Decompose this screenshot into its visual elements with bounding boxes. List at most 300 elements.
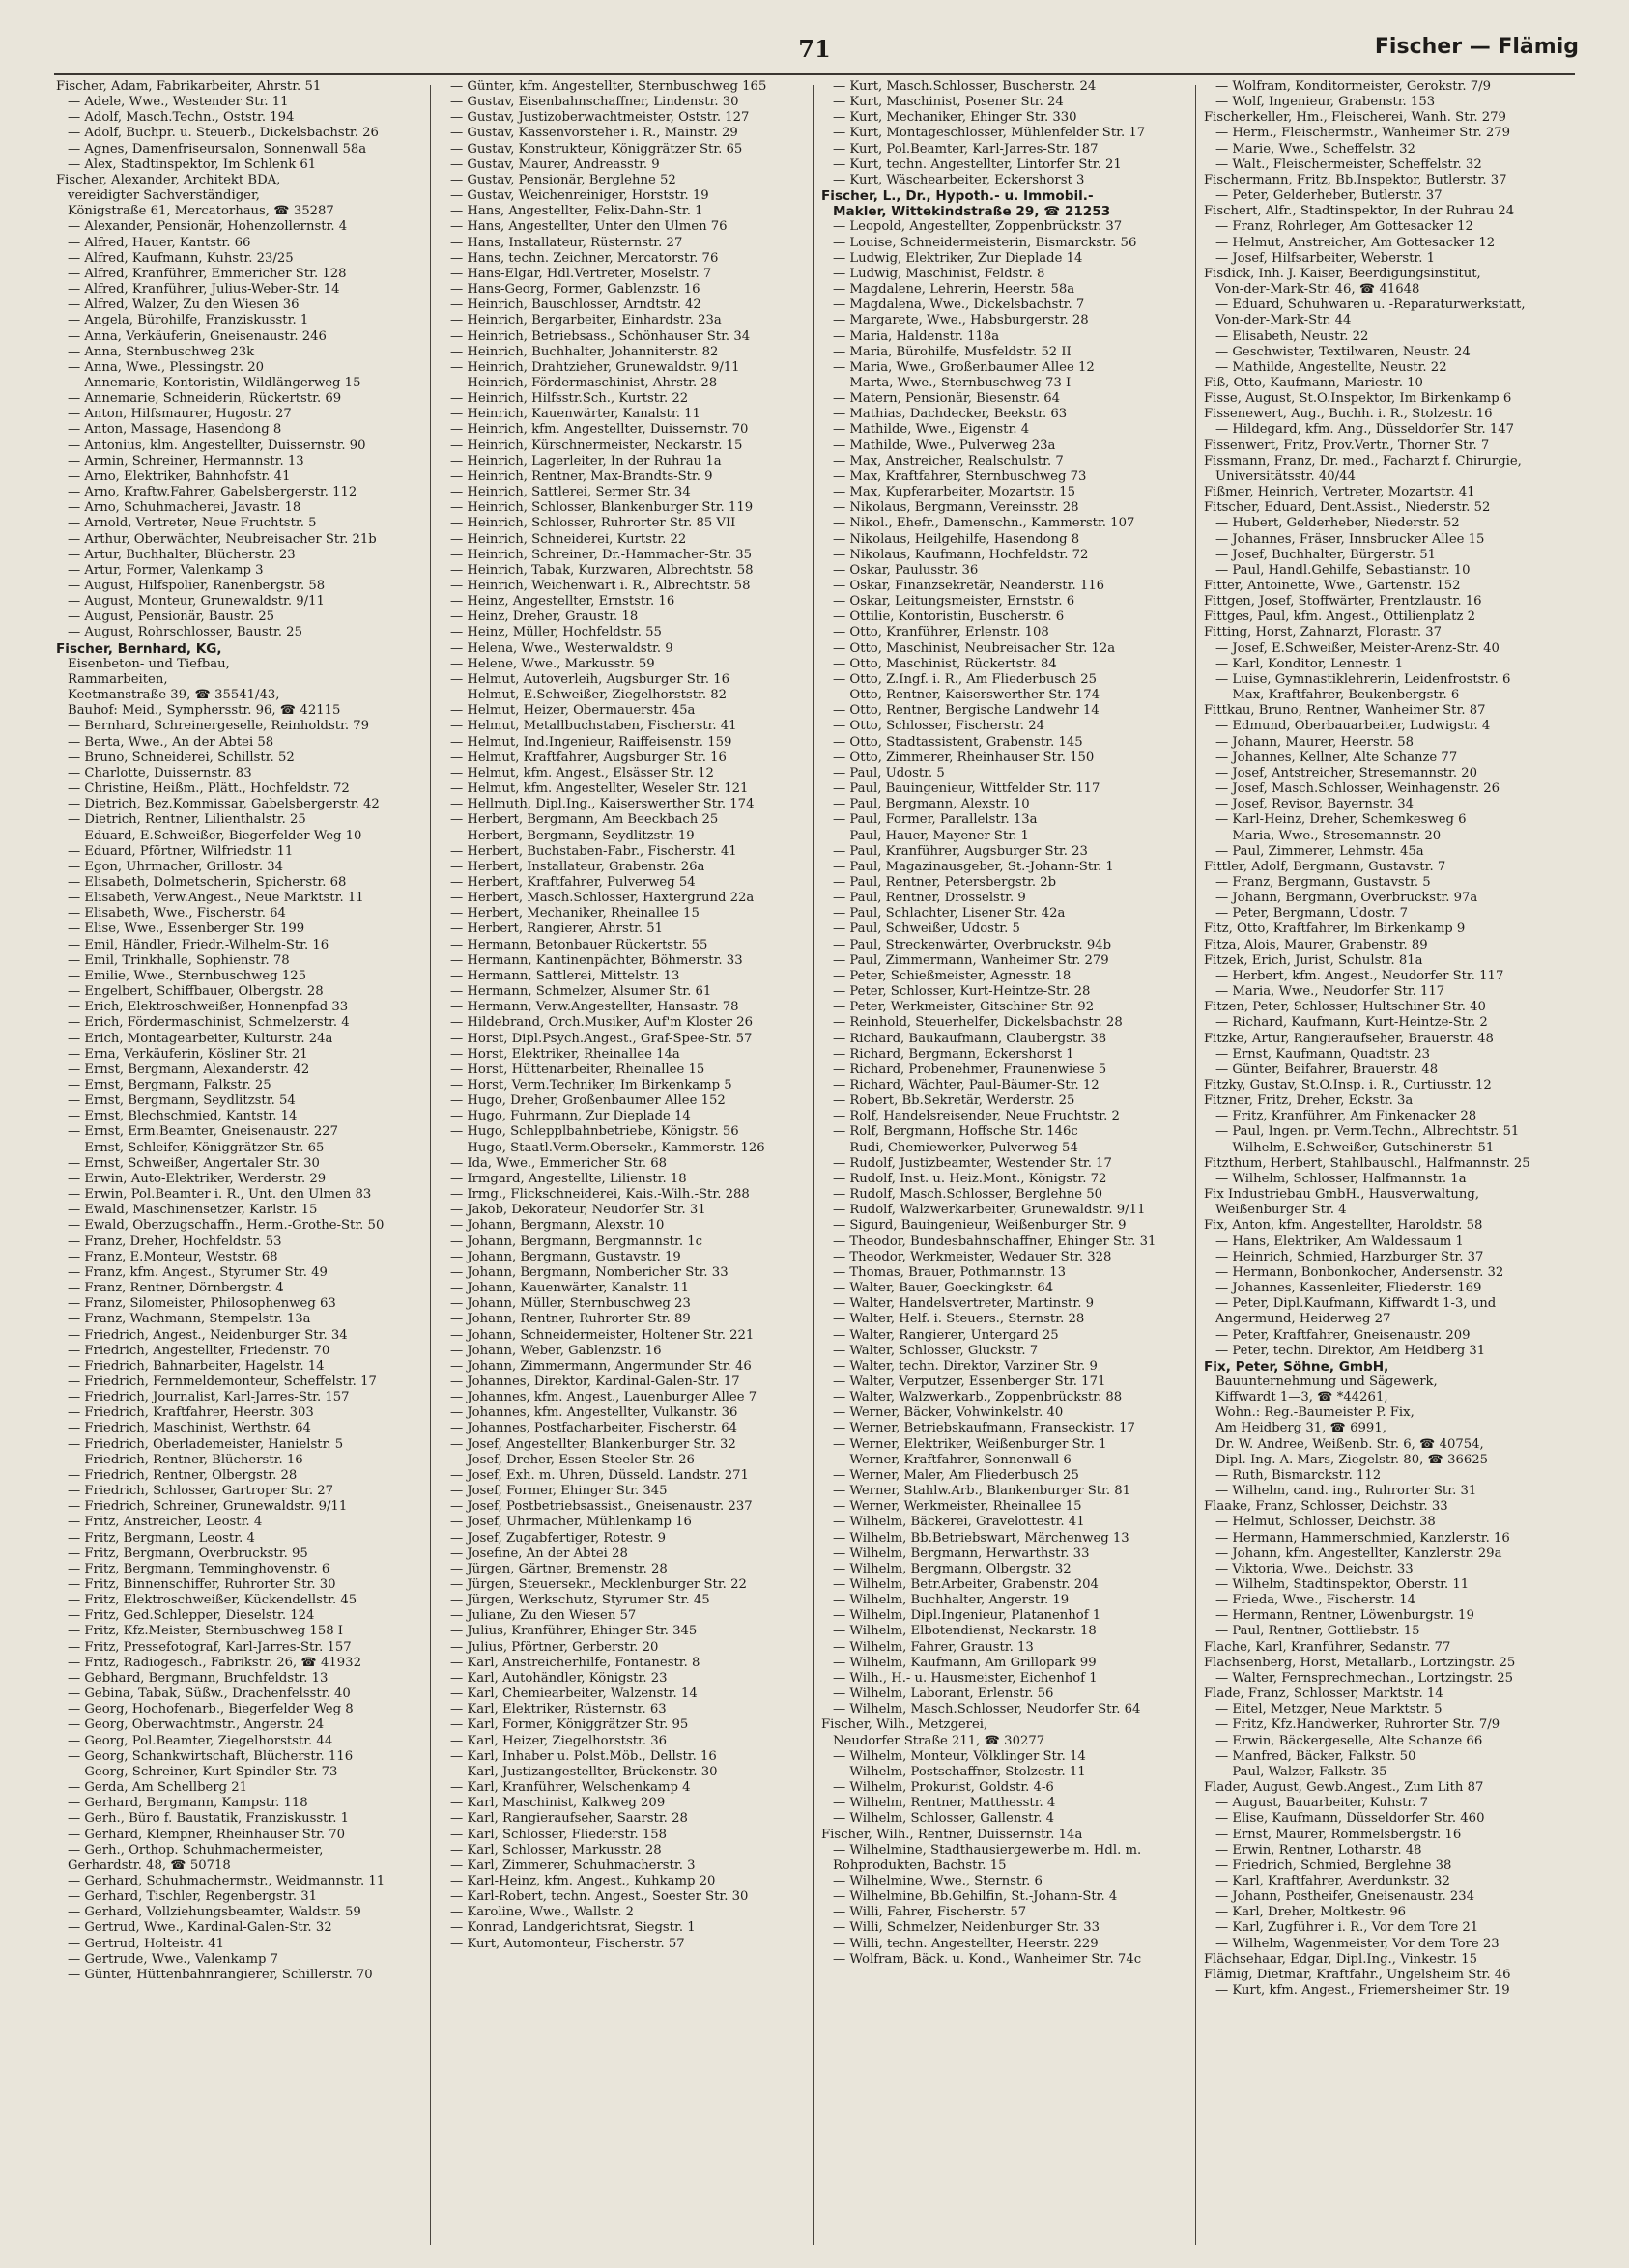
directory-entry: Fischert, Alfr., Stadtinspektor, In der Ruhrau 24 [1204,204,1515,219]
directory-entry: — Richard, Probenehmer, Fraunenwiese 5 [833,1062,1107,1077]
directory-entry: Fix Industriebau GmbH., Hausverwaltung, [1204,1187,1480,1203]
page-number: 71 [798,35,831,63]
directory-entry: — Gebhard, Bergmann, Bruchfeldstr. 13 [68,1670,329,1686]
entry-continuation: Eisenbeton- und Tiefbau, [68,656,230,671]
directory-entry: — Hermann, Sattlerei, Mittelstr. 13 [450,968,680,983]
directory-entry: — Ernst, Bergmann, Falkstr. 25 [68,1078,272,1092]
directory-entry: — Johann, Bergmann, Bergmannstr. 1c [450,1233,702,1249]
directory-entry: — Johannes, Fräser, Innsbrucker Allee 15 [1215,531,1485,547]
directory-entry: Fischer, Alexander, Architekt BDA, [56,172,281,187]
directory-entry: — Johann, Bergmann, Gustavstr. 19 [450,1249,681,1264]
directory-entry: — Elisabeth, Neustr. 22 [1215,328,1369,344]
directory-entry: — Alfred, Kaufmann, Kuhstr. 23/25 [68,250,294,266]
directory-entry: — Paul, Magazinausgeber, St.-Johann-Str. 1 [833,859,1114,874]
directory-entry: — Walt., Fleischermeister, Scheffelstr. 32 [1215,156,1482,172]
directory-entry: — Richard, Kaufmann, Kurt-Heintze-Str. 2 [1215,1015,1488,1031]
directory-entry: — Johann, Bergmann, Nombericher Str. 33 [450,1264,729,1280]
directory-entry: — Paul, Rentner, Gottliebstr. 15 [1215,1624,1420,1639]
directory-entry: — Wilhelm, Bergmann, Ölbergstr. 32 [833,1561,1072,1576]
entry-continuation: Dipl.-Ing. A. Mars, Ziegelstr. 80, ☎ 36625 [1215,1452,1489,1467]
directory-entry: — Peter, Bergmann, Udostr. 7 [1215,906,1408,921]
directory-entry: — Friedrich, Bahnarbeiter, Hagelstr. 14 [68,1358,325,1374]
directory-entry: — Horst, Verm.Techniker, Im Birkenkamp 5 [450,1078,732,1092]
directory-entry: — Heinz, Dreher, Graustr. 18 [450,610,639,625]
directory-entry: — Willi, Schmelzer, Neidenburger Str. 33 [833,1920,1100,1936]
directory-entry: — Karoline, Wwe., Wallstr. 2 [450,1905,635,1920]
directory-entry: — Franz, Rentner, Dörnbergstr. 4 [68,1281,284,1296]
directory-entry: Flämig, Dietmar, Kraftfahr., Ungelsheim Str. 46 [1204,1967,1511,1982]
directory-entry: — Fritz, Kfz.Handwerker, Ruhrorter Str. 7/9 [1215,1717,1500,1733]
directory-entry: — Fritz, Pressefotograf, Karl-Jarres-Str. 157 [68,1639,352,1655]
directory-entry: — Johann, Rentner, Ruhrorter Str. 89 [450,1312,691,1327]
directory-entry: Fitzen, Peter, Schlosser, Hultschiner Str. 40 [1204,1000,1486,1015]
directory-entry: — Arthur, Oberwächter, Neubreisacher Str. 21b [68,531,377,547]
directory-entry: — Margarete, Wwe., Habsburgerstr. 28 [833,313,1089,328]
directory-entry: — Heinrich, Fördermaschinist, Ahrstr. 28 [450,375,718,390]
directory-entry: — Paul, Hauer, Mayener Str. 1 [833,828,1029,843]
entry-continuation: Rammarbeiten, [68,671,168,687]
column-1 [56,79,414,2253]
directory-entry: — Walter, Helf. i. Steuers., Sternstr. 28 [833,1312,1085,1327]
directory-entry: — Heinrich, Kürschnermeister, Neckarstr. 15 [450,438,743,453]
directory-entry: — Johannes, Kellner, Alte Schanze 77 [1215,750,1458,765]
directory-entry: Flade, Franz, Schlosser, Marktstr. 14 [1204,1687,1443,1702]
directory-entry: — Heinrich, Bergarbeiter, Einhardstr. 23a [450,313,722,328]
directory-entry: — August, Monteur, Grunewaldstr. 9/11 [68,594,325,610]
header-rule [54,73,1575,75]
directory-entry: — Ernst, Maurer, Rommelsbergstr. 16 [1215,1827,1462,1842]
directory-entry: — Josef, Postbetriebsassist., Gneisenaustr. 237 [450,1499,753,1515]
directory-entry: — Josef, Antstreicher, Stresemannstr. 20 [1215,765,1478,780]
directory-entry: — Oskar, Finanzsekretär, Neanderstr. 116 [833,579,1105,593]
directory-entry: — Fritz, Anstreicher, Leostr. 4 [68,1515,263,1530]
column-3 [821,79,1179,2253]
directory-entry: — Magdalena, Wwe., Dickelsbachstr. 7 [833,298,1085,313]
directory-entry: — Jakob, Dekorateur, Neudorfer Str. 31 [450,1203,706,1218]
directory-entry: — Helena, Wwe., Westerwaldstr. 9 [450,640,673,656]
directory-entry: — Helmut, Metallbuchstaben, Fischerstr. 41 [450,719,737,734]
directory-entry: — Wilhelm, Dipl.Ingenieur, Platanenhof 1 [833,1608,1101,1624]
directory-entry: — Herm., Fleischermstr., Wanheimer Str. 279 [1215,126,1511,141]
directory-entry: — Heinrich, Drahtzieher, Grunewaldstr. 9/11 [450,359,740,375]
directory-entry: — Herbert, Mechaniker, Rheinallee 15 [450,906,700,921]
directory-entry: — Otto, Maschinist, Rückertstr. 84 [833,656,1057,671]
directory-entry: — Wilhelmine, Wwe., Sternstr. 6 [833,1873,1043,1888]
directory-entry: — Bernhard, Schreinergeselle, Reinholdstr. 79 [68,719,370,734]
directory-entry: — Peter, Kraftfahrer, Gneisenaustr. 209 [1215,1327,1471,1343]
directory-entry: — Peter, Schlosser, Kurt-Heintze-Str. 28 [833,984,1091,1000]
directory-entry: — Fritz, Kfz.Meister, Sternbuschweg 158 I [68,1624,344,1639]
directory-entry: — Horst, Hüttenarbeiter, Rheinallee 15 [450,1062,705,1077]
directory-entry: — Christine, Heißm., Plätt., Hochfeldstr. 72 [68,781,350,797]
directory-entry: — Hermann, Schmelzer, Alsumer Str. 61 [450,984,712,1000]
directory-entry: — Kurt, Masch.Schlosser, Buscherstr. 24 [833,79,1097,94]
directory-entry: — Hermann, Rentner, Löwenburgstr. 19 [1215,1608,1474,1624]
directory-entry: — Friedrich, Kraftfahrer, Heerstr. 303 [68,1405,314,1421]
directory-entry: — Josef, Angestellter, Blankenburger Str. 32 [450,1436,736,1452]
directory-entry: Fischer, Wilh., Metzgerei, [821,1717,988,1733]
directory-entry: — Heinrich, Bauschlosser, Arndtstr. 42 [450,298,701,313]
directory-entry: — Werner, Stahlw.Arb., Blankenburger Str. 81 [833,1484,1131,1499]
directory-entry: — Karl, Rangieraufseher, Saarstr. 28 [450,1811,688,1827]
directory-entry: — Ottilie, Kontoristin, Buscherstr. 6 [833,610,1065,625]
directory-entry: — Gerhard, Klempner, Rheinhauser Str. 70 [68,1827,346,1842]
directory-entry: — Ernst, Schleifer, Königgrätzer Str. 65 [68,1140,325,1155]
directory-entry: — Jürgen, Gärtner, Bremenstr. 28 [450,1561,668,1576]
directory-entry: — Wilhelm, Buchhalter, Angerstr. 19 [833,1593,1070,1608]
directory-entry: — Ida, Wwe., Emmericher Str. 68 [450,1155,667,1171]
directory-entry: — Erich, Montagearbeiter, Kulturstr. 24a [68,1031,333,1046]
directory-entry: — Walter, Bauer, Goeckingkstr. 64 [833,1281,1054,1296]
directory-entry: — Kurt, Maschinist, Posener Str. 24 [833,95,1064,110]
directory-entry: — Wilh., H.- u. Hausmeister, Eichenhof 1 [833,1670,1098,1686]
directory-entry: — Gerda, Am Schellberg 21 [68,1780,248,1796]
directory-entry: — Werner, Kraftfahrer, Sonnenwall 6 [833,1452,1072,1467]
directory-entry: — Wilhelm, Prokurist, Goldstr. 4-6 [833,1780,1054,1796]
directory-entry: — Walter, Fernsprechmechan., Lortzingstr. 25 [1215,1670,1514,1686]
directory-entry: — Emil, Händler, Friedr.-Wilhelm-Str. 16 [68,937,329,952]
directory-entry: Fitscher, Eduard, Dent.Assist., Niederstr. 52 [1204,500,1491,516]
directory-entry: — Karl-Heinz, kfm. Angest., Kuhkamp 20 [450,1873,716,1888]
directory-entry: — Paul, Ingen. pr. Verm.Techn., Albrechtstr. 51 [1215,1124,1520,1140]
directory-entry: — Eduard, Schuhwaren u. -Reparaturwerkstatt, [1215,298,1526,313]
directory-entry: — Jürgen, Werkschutz, Styrumer Str. 45 [450,1593,710,1608]
directory-entry: — Georg, Hochofenarb., Biegerfelder Weg 8 [68,1702,354,1717]
directory-entry: — Horst, Elektriker, Rheinallee 14a [450,1046,680,1062]
directory-entry: — Josef, Hilfsarbeiter, Weberstr. 1 [1215,250,1436,266]
directory-entry: — Gerhard, Vollziehungsbeamter, Waldstr. 59 [68,1905,361,1920]
directory-entry: Fittler, Adolf, Bergmann, Gustavstr. 7 [1204,859,1446,874]
directory-entry: — Max, Kraftfahrer, Beukenbergstr. 6 [1215,688,1460,703]
directory-entry: — Paul, Former, Parallelstr. 13a [833,812,1038,828]
directory-entry: Flaake, Franz, Schlosser, Deichstr. 33 [1204,1499,1448,1515]
entry-continuation: Angermund, Heiderweg 27 [1215,1312,1391,1327]
directory-entry: — Georg, Oberwachtmstr., Angerstr. 24 [68,1717,325,1733]
directory-entry: — Hubert, Gelderheber, Niederstr. 52 [1215,516,1460,531]
directory-entry: — Fritz, Binnenschiffer, Ruhrorter Str. 30 [68,1577,336,1592]
entry-continuation: Wohn.: Reg.-Baumeister P. Fix, [1215,1405,1415,1421]
directory-entry: — Emilie, Wwe., Sternbuschweg 125 [68,968,306,983]
directory-entry: — Paul, Schlachter, Lisener Str. 42a [833,906,1066,921]
directory-entry: — Hermann, Kantinenpächter, Böhmerstr. 33 [450,952,743,968]
directory-entry: — Erna, Verkäuferin, Kösliner Str. 21 [68,1046,308,1062]
directory-entry: — Werner, Elektriker, Weißenburger Str. 1 [833,1436,1107,1452]
directory-entry: — Adolf, Masch.Techn., Oststr. 194 [68,110,295,126]
directory-entry: — Luise, Gymnastiklehrerin, Leidenfroststr. 6 [1215,671,1511,687]
directory-entry: — Gustav, Pensionär, Berglehne 52 [450,172,676,187]
directory-entry: — Heinrich, Schlosser, Ruhrorter Str. 85 VII [450,516,736,531]
directory-entry: — Wolfram, Konditormeister, Gerokstr. 7/9 [1215,79,1492,94]
directory-entry: — Franz, Dreher, Hochfeldstr. 53 [68,1233,282,1249]
directory-entry: — Fritz, Kranführer, Am Finkenacker 28 [1215,1109,1477,1124]
directory-entry: — Hugo, Dreher, Großenbaumer Allee 152 [450,1093,726,1109]
directory-entry: — Gustav, Weichenreiniger, Horststr. 19 [450,188,709,204]
directory-entry: — Friedrich, Schlosser, Gartroper Str. 27 [68,1484,334,1499]
directory-entry: — Walter, Verputzer, Essenberger Str. 171 [833,1374,1106,1389]
directory-entry: — Franz, Bergmann, Gustavstr. 5 [1215,874,1431,890]
directory-entry: — Artur, Buchhalter, Blücherstr. 23 [68,547,296,562]
directory-entry: — Julius, Kranführer, Ehinger Str. 345 [450,1624,698,1639]
directory-entry: — Erwin, Auto-Elektriker, Werderstr. 29 [68,1171,327,1186]
directory-entry: — Hans-Elgar, Hdl.Vertreter, Moselstr. 7 [450,266,712,281]
directory-entry: Fitzek, Erich, Jurist, Schulstr. 81a [1204,952,1423,968]
directory-entry: — Wilhelm, Betr.Arbeiter, Grabenstr. 204 [833,1577,1099,1592]
directory-entry: — Friedrich, Maschinist, Werthstr. 64 [68,1421,311,1436]
directory-entry: — Ewald, Maschinensetzer, Karlstr. 15 [68,1203,318,1218]
directory-entry: — Peter, techn. Direktor, Am Heidberg 31 [1215,1343,1486,1358]
directory-entry: — Kurt, techn. Angestellter, Lintorfer Str. 21 [833,156,1122,172]
directory-entry: — Bruno, Schneiderei, Schillstr. 52 [68,750,295,765]
directory-entry: — Artur, Former, Valenkamp 3 [68,562,264,578]
directory-entry: Fitter, Antoinette, Wwe., Gartenstr. 152 [1204,579,1461,593]
directory-entry: — Karl, Kraftfahrer, Averdunkstr. 32 [1215,1873,1450,1888]
directory-entry: — Hermann, Betonbauer Rückertstr. 55 [450,937,708,952]
entry-continuation: Universitätsstr. 40/44 [1215,468,1356,484]
directory-entry: Flader, August, Gewb.Angest., Zum Lith 87 [1204,1780,1484,1796]
directory-entry: — Paul, Rentner, Petersbergstr. 2b [833,874,1057,890]
entry-continuation: Gerhardstr. 48, ☎ 50718 [68,1857,231,1873]
directory-entry: — Gerh., Orthop. Schuhmachermeister, [68,1842,324,1857]
directory-entry: — Arno, Kraftw.Fahrer, Gabelsbergerstr. 112 [68,485,357,500]
directory-entry: — Wilhelm, E.Schweißer, Gutschinerstr. 51 [1215,1140,1495,1155]
directory-entry: — Reinhold, Steuerhelfer, Dickelsbachstr. 28 [833,1015,1123,1031]
directory-entry: — Engelbert, Schiffbauer, Ölbergstr. 28 [68,984,324,1000]
directory-entry: — Emil, Trinkhalle, Sophienstr. 78 [68,952,290,968]
entry-continuation: vereidigter Sachverständiger, [68,188,260,204]
directory-entry: — Karl, Zimmerer, Schuhmacherstr. 3 [450,1857,696,1873]
directory-entry: — Armin, Schreiner, Hermannstr. 13 [68,453,304,468]
directory-entry: — Friedrich, Rentner, Ölbergstr. 28 [68,1467,298,1483]
directory-entry: Fix, Anton, kfm. Angestellter, Haroldstr. 58 [1204,1218,1483,1233]
directory-entry: — Georg, Pol.Beamter, Ziegelhorststr. 44 [68,1733,333,1748]
directory-entry: — Antonius, klm. Angestellter, Duissernstr. 90 [68,438,366,453]
directory-entry: — Josef, Zugabfertiger, Rotestr. 9 [450,1530,667,1545]
directory-entry: — Friedrich, Angestellter, Friedenstr. 70 [68,1343,330,1358]
directory-entry: Flächsehaar, Edgar, Dipl.Ing., Vinkestr. 15 [1204,1951,1477,1967]
directory-entry: — Arno, Schuhmacherei, Javastr. 18 [68,500,301,516]
directory-entry: — Erich, Elektroschweißer, Honnenpfad 33 [68,1000,349,1015]
directory-entry: — Wolf, Ingenieur, Grabenstr. 153 [1215,95,1436,110]
directory-entry: — Wilhelm, Kaufmann, Am Grillopark 99 [833,1655,1097,1670]
directory-entry: — Gebina, Tabak, Süßw., Drachenfelsstr. 40 [68,1687,351,1702]
directory-entry: — Karl, Autohändler, Königstr. 23 [450,1670,668,1686]
directory-entry: Fitzke, Artur, Rangieraufseher, Brauerstr. 48 [1204,1031,1494,1046]
directory-entry: — Wilhelmine, Bb.Gehilfin, St.-Johann-Str. 4 [833,1889,1118,1905]
directory-entry: — Fritz, Bergmann, Leostr. 4 [68,1530,255,1545]
directory-entry: — Anna, Verkäuferin, Gneisenaustr. 246 [68,328,327,344]
directory-entry: — Dietrich, Bez.Kommissar, Gabelsbergerstr. 42 [68,797,380,812]
directory-entry: — Rolf, Handelsreisender, Neue Fruchtstr. 2 [833,1109,1120,1124]
directory-entry: — Karl-Heinz, Dreher, Schemkesweg 6 [1215,812,1467,828]
directory-entry: — Julius, Pförtner, Gerberstr. 20 [450,1639,659,1655]
directory-entry: — Ernst, Blechschmied, Kantstr. 14 [68,1109,298,1124]
column-2 [439,79,796,2253]
directory-entry: — Werner, Werkmeister, Rheinallee 15 [833,1499,1082,1515]
directory-entry: — Johann, Postheifer, Gneisenaustr. 234 [1215,1889,1475,1905]
directory-entry: — Max, Kraftfahrer, Sternbuschweg 73 [833,468,1087,484]
directory-entry: — Hellmuth, Dipl.Ing., Kaiserswerther Str. 174 [450,797,755,812]
directory-entry: — Marie, Wwe., Scheffelstr. 32 [1215,141,1415,156]
directory-entry: — Herbert, Buchstaben-Fabr., Fischerstr. 41 [450,843,737,859]
directory-entry: — Helmut, Kraftfahrer, Augsburger Str. 16 [450,750,727,765]
directory-entry: — Heinz, Müller, Hochfeldstr. 55 [450,625,662,640]
directory-entry: Fitz, Otto, Kraftfahrer, Im Birkenkamp 9 [1204,921,1466,937]
directory-entry: — Ernst, Schweißer, Angertaler Str. 30 [68,1155,320,1171]
directory-entry: — Dietrich, Rentner, Lilienthalstr. 25 [68,812,306,828]
directory-entry: — Wilhelm, Stadtinspektor, Oberstr. 11 [1215,1577,1470,1592]
directory-entry: — Heinrich, kfm. Angestellter, Duissernstr. 70 [450,422,749,438]
directory-entry: — Otto, Schlosser, Fischerstr. 24 [833,719,1044,734]
column-4 [1204,79,1561,2253]
directory-entry: — Irmg., Flickschneiderei, Kais.-Wilh.-Str. 288 [450,1187,750,1203]
entry-continuation: Dr. W. Andree, Weißenb. Str. 6, ☎ 40754, [1215,1436,1484,1452]
directory-entry: — Wilhelm, Postschaffner, Stolzestr. 11 [833,1764,1086,1779]
directory-entry: — Josefine, An der Abtei 28 [450,1545,628,1561]
directory-entry: — Johann, Müller, Sternbuschweg 23 [450,1296,691,1312]
directory-entry: — Peter, Werkmeister, Gitschiner Str. 92 [833,1000,1095,1015]
directory-entry: — Herbert, Kraftfahrer, Pulverweg 54 [450,874,696,890]
directory-entry: — Gerhard, Bergmann, Kampstr. 118 [68,1796,308,1811]
directory-entry: — Johann, Kauenwärter, Kanalstr. 11 [450,1281,690,1296]
directory-entry: — Agnes, Damenfriseursalon, Sonnenwall 58a [68,141,367,156]
directory-entry: — Erwin, Pol.Beamter i. R., Unt. den Ulmen 83 [68,1187,372,1203]
directory-entry: — Rolf, Bergmann, Hoffsche Str. 146c [833,1124,1078,1140]
directory-entry: — Hans-Georg, Former, Gablenzstr. 16 [450,282,700,298]
directory-entry: — Paul, Streckenwärter, Overbruckstr. 94b [833,937,1112,952]
directory-entry: — Hans, Angestellter, Unter den Ulmen 76 [450,219,728,235]
directory-entry: — Alex, Stadtinspektor, Im Schlenk 61 [68,156,317,172]
directory-entry: Fischermann, Fritz, Bb.Inspektor, Butlerstr. 37 [1204,172,1507,187]
directory-entry: Fißmer, Heinrich, Vertreter, Mozartstr. 41 [1204,485,1475,500]
directory-entry: — Heinrich, Weichenwart i. R., Albrechtstr. 58 [450,579,751,593]
directory-entry: — Adolf, Buchpr. u. Steuerb., Dickelsbachstr. 26 [68,126,379,141]
directory-entry: — Wilhelmine, Stadthausiergewerbe m. Hdl. m. [833,1842,1142,1857]
directory-entry: — Elise, Kaufmann, Düsseldorfer Str. 460 [1215,1811,1485,1827]
directory-entry: — Mathilde, Wwe., Eigenstr. 4 [833,422,1030,438]
directory-entry: — Karl-Robert, techn. Angest., Soester Str. 30 [450,1889,749,1905]
directory-entry: — Johann, Weber, Gablenzstr. 16 [450,1343,662,1358]
directory-entry: Flache, Karl, Kranführer, Sedanstr. 77 [1204,1639,1451,1655]
directory-entry: Fittkau, Bruno, Rentner, Wanheimer Str. 87 [1204,703,1486,719]
directory-entry: — Edmund, Oberbauarbeiter, Ludwigstr. 4 [1215,719,1491,734]
directory-entry: — Wilhelm, Bb.Betriebswart, Märchenweg 13 [833,1530,1129,1545]
directory-entry: — Josef, Uhrmacher, Mühlenkamp 16 [450,1515,692,1530]
directory-entry: — Maria, Haldenstr. 118a [833,328,1000,344]
directory-entry: Fittges, Paul, kfm. Angest., Ottilienplatz 2 [1204,610,1475,625]
directory-entry: — Josef, Buchhalter, Bürgerstr. 51 [1215,547,1437,562]
directory-entry: — Rudi, Chemiewerker, Pulverweg 54 [833,1140,1078,1155]
directory-entry: — Mathias, Dachdecker, Beekstr. 63 [833,407,1068,422]
directory-entry: Fischer, Wilh., Rentner, Duissernstr. 14a [821,1827,1083,1842]
directory-entry: — Friedrich, Journalist, Karl-Jarres-Str. 157 [68,1390,350,1405]
directory-entry: — Walter, Schlosser, Gluckstr. 7 [833,1343,1039,1358]
directory-entry: — Karl, Chemiearbeiter, Walzenstr. 14 [450,1687,698,1702]
directory-entry: — Gustav, Maurer, Andreasstr. 9 [450,156,660,172]
directory-entry: — Charlotte, Duissernstr. 83 [68,765,252,780]
directory-entry: — Kurt, Mechaniker, Ehinger Str. 330 [833,110,1077,126]
directory-entry: — Willi, Fahrer, Fischerstr. 57 [833,1905,1027,1920]
directory-entry: — Werner, Maler, Am Fliederbusch 25 [833,1467,1079,1483]
directory-entry: — Mathilde, Wwe., Pulverweg 23a [833,438,1056,453]
directory-entry: — Heinrich, Schlosser, Blankenburger Str. 119 [450,500,754,516]
directory-entry: — Gustav, Justizoberwachtmeister, Oststr. 127 [450,110,750,126]
directory-entry: — Manfred, Bäcker, Falkstr. 50 [1215,1748,1416,1764]
entry-continuation: Kiffwardt 1—3, ☎ *44261, [1215,1390,1388,1405]
directory-entry: — Fritz, Radiogesch., Fabrikstr. 26, ☎ 41932 [68,1655,361,1670]
directory-entry: — Heinrich, Schmied, Harzburger Str. 37 [1215,1249,1484,1264]
directory-entry: — Hermann, Hammerschmied, Kanzlerstr. 16 [1215,1530,1510,1545]
directory-entry: — Ernst, Bergmann, Seydlitzstr. 54 [68,1093,296,1109]
directory-entry: — Alfred, Hauer, Kantstr. 66 [68,235,251,250]
directory-entry: — Walter, Rangierer, Untergard 25 [833,1327,1059,1343]
entry-continuation: Bauunternehmung und Sägewerk, [1215,1374,1438,1389]
directory-entry: Fissmann, Franz, Dr. med., Facharzt f. Chirurgie, [1204,453,1522,468]
directory-entry: — Helmut, kfm. Angestellter, Weseler Str. 121 [450,781,749,797]
directory-entry: Fischerkeller, Hm., Fleischerei, Wanh. Str. 279 [1204,110,1506,126]
directory-entry: — Paul, Udostr. 5 [833,765,945,780]
directory-entry: — Heinrich, Tabak, Kurzwaren, Albrechtstr. 58 [450,562,754,578]
entry-continuation: Neudorfer Straße 211, ☎ 30277 [833,1733,1045,1748]
directory-entry: — Erwin, Bäckergeselle, Alte Schanze 66 [1215,1733,1483,1748]
directory-entry: — Magdalene, Lehrerin, Heerstr. 58a [833,282,1075,298]
directory-entry: Fisdick, Inh. J. Kaiser, Beerdigungsinstitut, [1204,266,1481,281]
directory-entry: — Walter, Handelsvertreter, Martinstr. 9 [833,1296,1094,1312]
directory-entry: Fissenwert, Fritz, Prov.Vertr., Thorner Str. 7 [1204,438,1490,453]
directory-entry: — Rudolf, Masch.Schlosser, Berglehne 50 [833,1187,1103,1203]
directory-entry: — Friedrich, Oberlademeister, Hanielstr. 5 [68,1436,344,1452]
directory-entry: — Alexander, Pensionär, Hohenzollernstr. 4 [68,219,348,235]
directory-entry: — Paul, Bauingenieur, Wittfelder Str. 117 [833,781,1100,797]
entry-continuation: Weißenburger Str. 4 [1215,1203,1347,1218]
directory-entry: — Annemarie, Schneiderin, Rückertstr. 69 [68,391,342,407]
directory-entry: — Ruth, Bismarckstr. 112 [1215,1467,1382,1483]
directory-entry: — Karl, Kranführer, Welschenkamp 4 [450,1780,691,1796]
directory-entry: — Franz, Rohrleger, Am Gottesacker 12 [1215,219,1473,235]
directory-entry: — Willi, techn. Angestellter, Heerstr. 229 [833,1936,1099,1951]
directory-entry: Fischer, Bernhard, KG, [56,640,222,657]
directory-entry: — Friedrich, Schreiner, Grunewaldstr. 9/11 [68,1499,348,1515]
directory-entry: — Karl, Zugführer i. R., Vor dem Tore 21 [1215,1920,1479,1936]
directory-entry: — Hans, Installateur, Rüsternstr. 27 [450,235,683,250]
directory-entry: Fix, Peter, Söhne, GmbH, [1204,1358,1389,1375]
directory-entry: Fitzner, Fritz, Dreher, Eckstr. 3a [1204,1093,1414,1109]
directory-entry: — Geschwister, Textilwaren, Neustr. 24 [1215,344,1471,359]
directory-entry: — Günter, Beifahrer, Brauerstr. 48 [1215,1062,1439,1077]
directory-entry: — Otto, Zimmerer, Rheinhauser Str. 150 [833,750,1095,765]
directory-entry: — Wolfram, Bäck. u. Kond., Wanheimer Str. 74c [833,1951,1142,1967]
entry-continuation: Keetmanstraße 39, ☎ 35541/43, [68,688,280,703]
directory-entry: — Eduard, Pförtner, Wilfriedstr. 11 [68,843,294,859]
directory-entry: Fitzthum, Herbert, Stahlbauschl., Halfmannstr. 25 [1204,1155,1530,1171]
directory-entry: — Johann, Maurer, Heerstr. 58 [1215,734,1415,750]
directory-entry: — Wilhelm, Bergmann, Herwarthstr. 33 [833,1545,1090,1561]
directory-entry: — Paul, Zimmermann, Wanheimer Str. 279 [833,952,1109,968]
directory-entry: — Otto, Rentner, Kaiserswerther Str. 174 [833,688,1100,703]
directory-entry: — Gustav, Eisenbahnschaffner, Lindenstr. 30 [450,95,739,110]
directory-entry: — Nikol., Ehefr., Damenschn., Kammerstr. 107 [833,516,1135,531]
entry-continuation: Makler, Wittekindstraße 29, ☎ 21253 [833,204,1111,220]
directory-entry: — Anton, Massage, Hasendong 8 [68,422,282,438]
directory-entry: — Wilhelm, Fahrer, Graustr. 13 [833,1639,1034,1655]
directory-entry: — Fritz, Elektroschweißer, Kückendellstr. 45 [68,1593,357,1608]
directory-columns [56,79,1579,2253]
directory-entry: — Paul, Zimmerer, Lehmstr. 45a [1215,843,1424,859]
directory-entry: — Heinrich, Schreiner, Dr.-Hammacher-Str. 35 [450,547,753,562]
directory-entry: — Karl, Elektriker, Rüsternstr. 63 [450,1702,667,1717]
directory-entry: — Ernst, Erm.Beamter, Gneisenaustr. 227 [68,1124,339,1140]
directory-entry: — Günter, kfm. Angestellter, Sternbuschweg 165 [450,79,767,94]
directory-entry: — Maria, Wwe., Stresemannstr. 20 [1215,828,1442,843]
